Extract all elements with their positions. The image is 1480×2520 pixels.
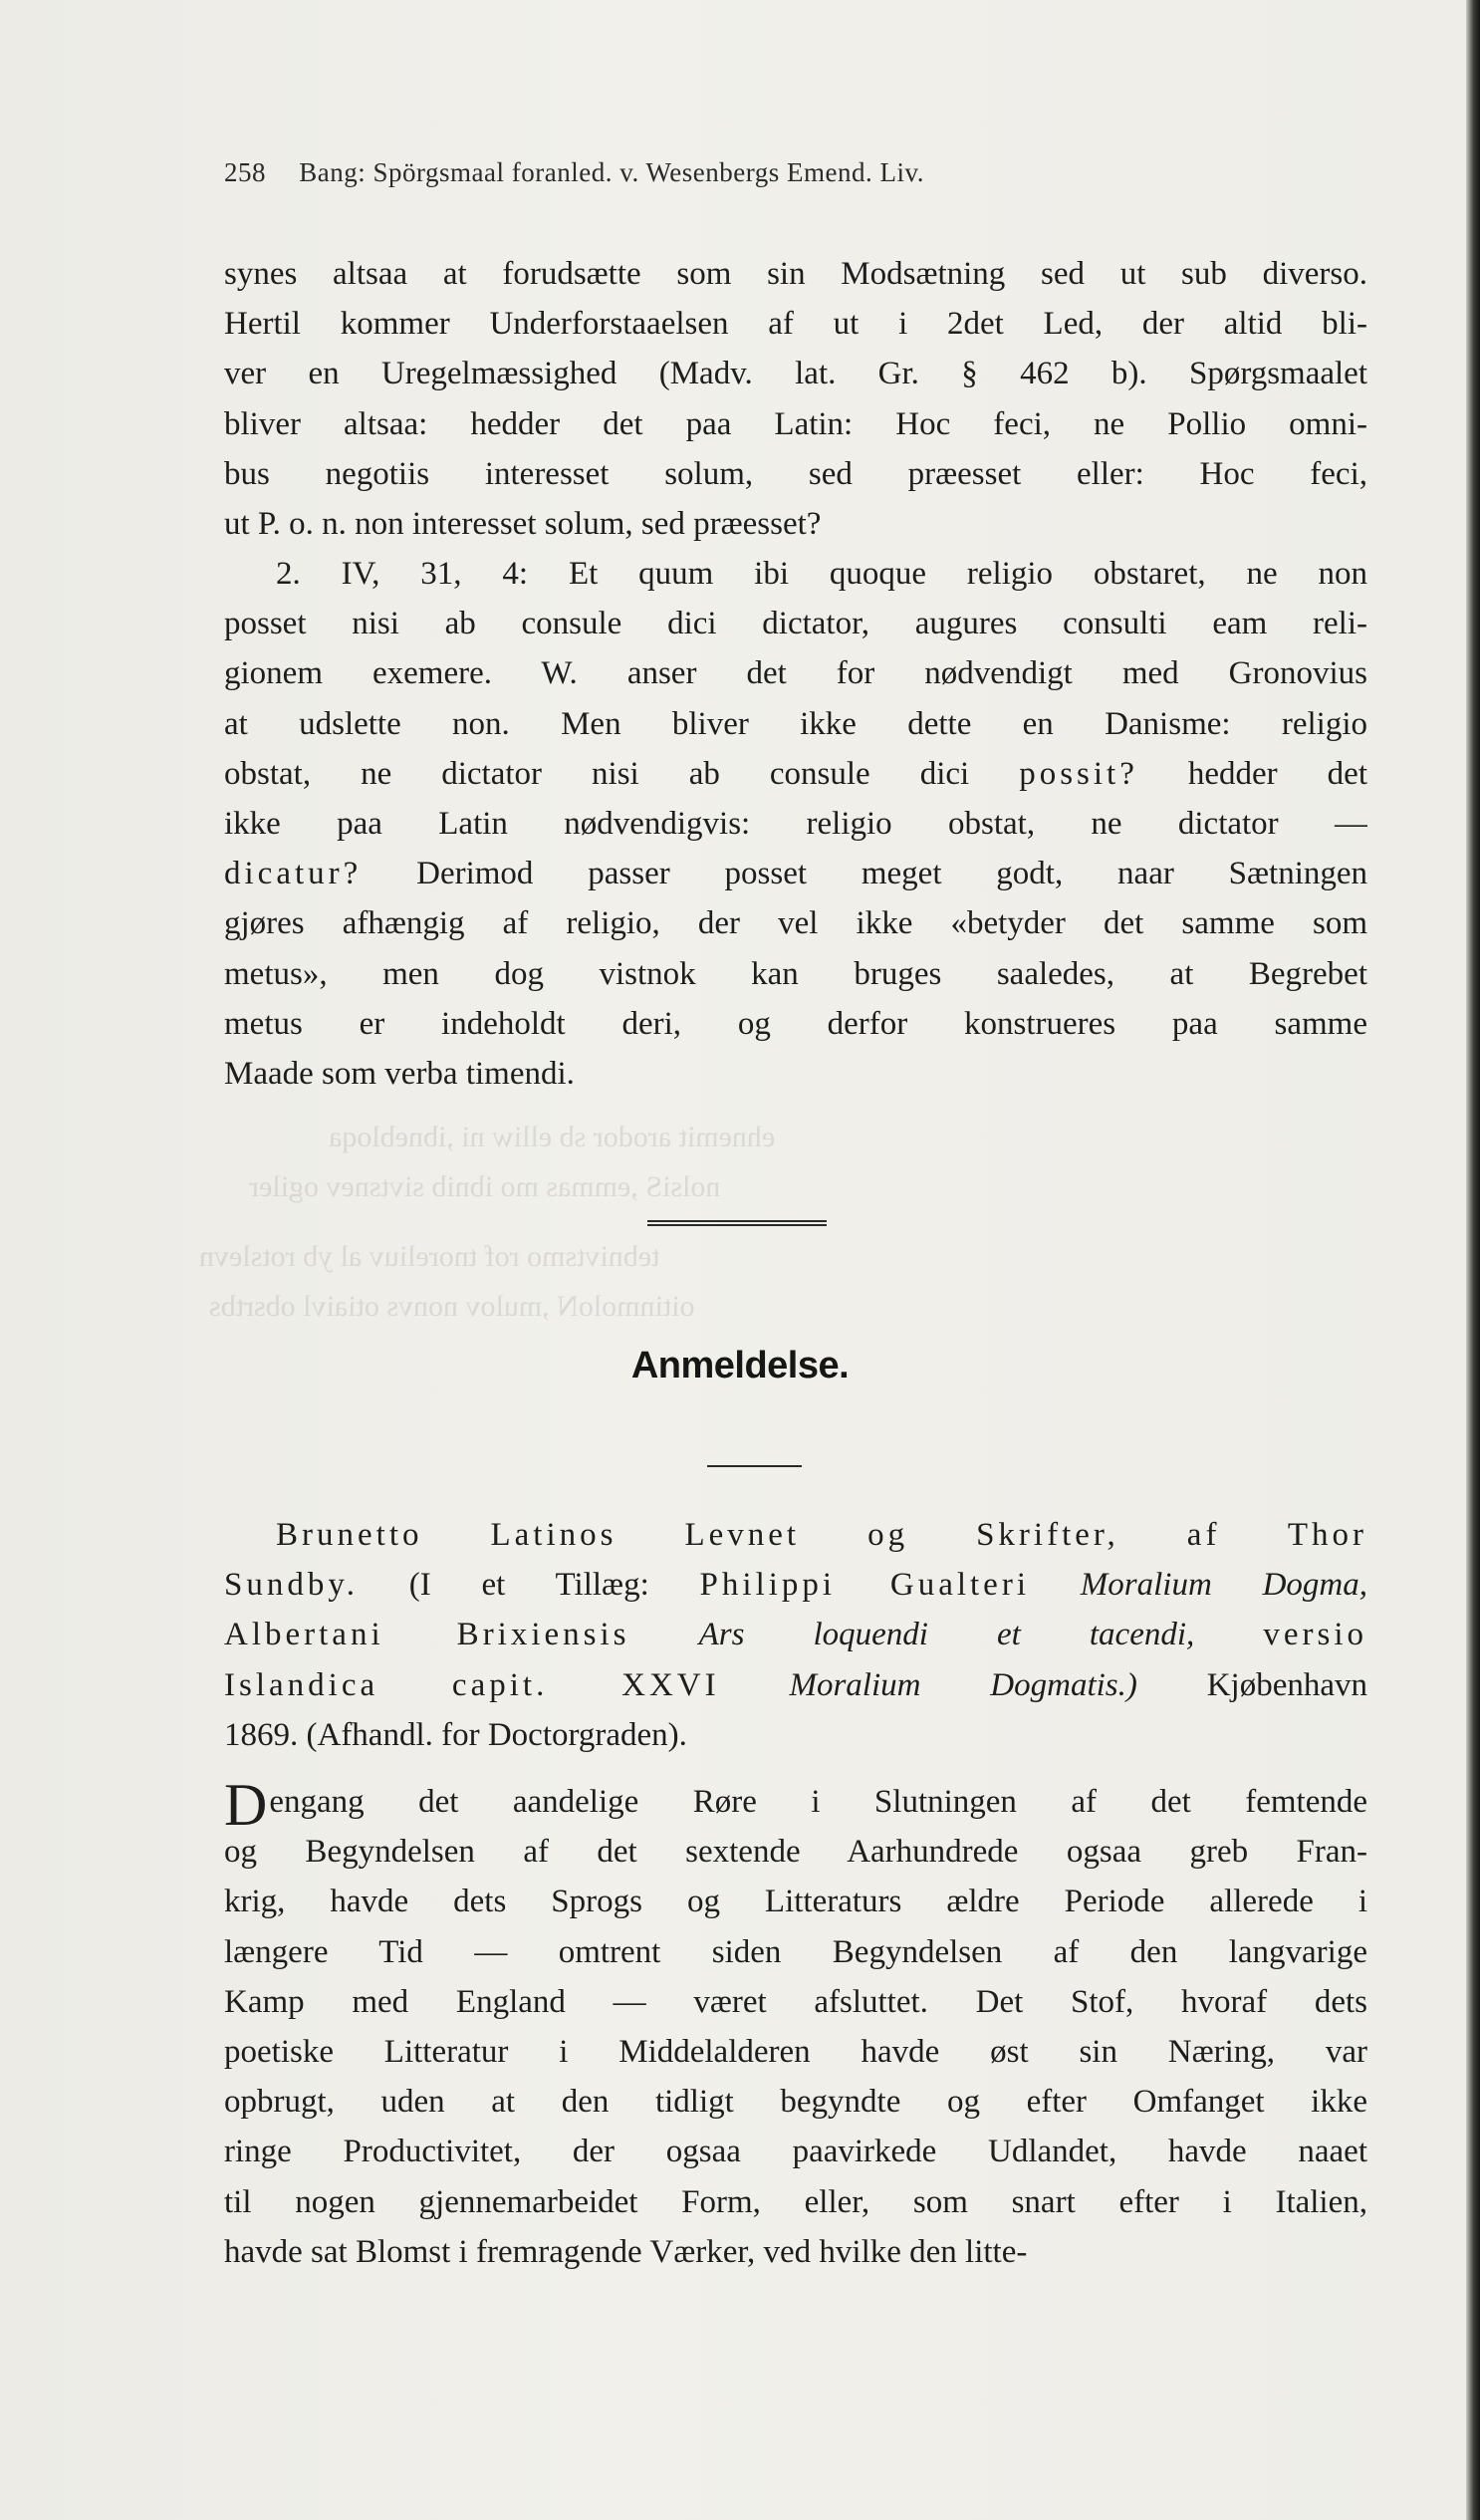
text-line: bliver altsaa: hedder det paa Latin: Hoc feci, ne Pollio omni- bbox=[224, 405, 1367, 442]
citation-fragment: Albertani Brixiensis bbox=[224, 1617, 630, 1653]
review-body bbox=[224, 1777, 1367, 2277]
citation-fragment: Kjøbenhavn bbox=[1206, 1666, 1367, 1703]
text-line: bus negotiis interesset solum, sed præesset eller: Hoc feci, bbox=[224, 455, 1367, 492]
citation-line bbox=[224, 1610, 1367, 1659]
citation-line bbox=[224, 1660, 1367, 1710]
text-line: gionem exemere. W. anser det for nødvendigt med Gronovius bbox=[224, 655, 1367, 692]
text-line: gjøres afhængig af religio, der vel ikke «betyder det samme som bbox=[224, 905, 1367, 942]
text-line bbox=[224, 849, 1367, 898]
text-line: krig, havde dets Sprogs og Litteraturs ældre Periode allerede i bbox=[224, 1884, 1367, 1920]
paragraph-continuation bbox=[224, 249, 1367, 549]
bleed-through-text: ehnemit arodor sb elliw ni ,ibnebloqa bbox=[329, 1121, 776, 1153]
text-line: metus», men dog vistnok kan bruges saaledes, at Begrebet bbox=[224, 955, 1367, 992]
running-title: Bang: Spörgsmaal foranled. v. Wesenbergs Emend. Liv. bbox=[299, 157, 924, 187]
text-fragment: hedder det bbox=[1187, 755, 1367, 792]
bleed-through-text: oitinmoloN ,mulov nonvs otiaivl obsrtbs bbox=[209, 1290, 695, 1323]
text-line: ut P. o. n. non interesset solum, sed præesset? bbox=[224, 506, 822, 543]
citation-line bbox=[224, 1560, 1367, 1610]
text-line: opbrugt, uden at den tidligt begyndte og efter Omfanget ikke bbox=[224, 2084, 1367, 2121]
text-line: længere Tid — omtrent siden Begyndelsen af den langvarige bbox=[224, 1933, 1367, 1970]
citation-fragment: Philippi Gualteri bbox=[699, 1567, 1030, 1604]
text-line: poetiske Litteratur i Middelalderen havde øst sin Næring, var bbox=[224, 2034, 1367, 2071]
citation-fragment: versio bbox=[1263, 1617, 1367, 1653]
citation-line: Brunetto Latinos Levnet og Skrifter, af Thor bbox=[276, 1517, 1367, 1553]
text-line: Hertil kommer Underforstaaelsen af ut i 2det Led, der altid bli- bbox=[224, 306, 1367, 343]
bleed-through-text: tebnivtsmo rof tnoreliuv al yb rotslevn bbox=[199, 1240, 660, 1273]
citation-fragment: Moralium Dogmatis.) bbox=[789, 1666, 1137, 1703]
spaced-word: possit? bbox=[1019, 755, 1138, 792]
text-fragment: engang det aandelige Røre i Slutningen af det femtende bbox=[269, 1784, 1367, 1820]
page-number: 258 bbox=[224, 157, 266, 187]
text-line: posset nisi ab consule dici dictator, augures consulti eam reli- bbox=[224, 606, 1367, 642]
text-line: metus er indeholdt deri, og derfor konstrueres paa samme bbox=[224, 1005, 1367, 1042]
citation-line: 1869. (Afhandl. for Doctorgraden). bbox=[224, 1716, 687, 1753]
bleed-through-text: nolsiS ,emmas mo ibnib sivtsnev ogiler bbox=[249, 1170, 721, 1203]
spaced-word: dicatur? bbox=[224, 856, 363, 892]
paragraph-point-2 bbox=[224, 549, 1367, 1099]
citation-fragment: Islandica capit. XXVI bbox=[224, 1666, 720, 1703]
text-line: synes altsaa at forudsætte som sin Modsætning sed ut sub diverso. bbox=[224, 256, 1367, 292]
citation-fragment: Sundby. bbox=[224, 1567, 359, 1604]
section-title: Anmeldelse. bbox=[630, 1345, 850, 1386]
text-line: 2. IV, 31, 4: Et quum ibi quoque religio obstaret, ne non bbox=[276, 556, 1367, 592]
text-fragment: obstat, ne dictator nisi ab consule dici bbox=[224, 755, 970, 792]
text-line: at udslette non. Men bliver ikke dette en Danisme: religio bbox=[224, 705, 1367, 742]
citation-fragment: Moralium Dogma, bbox=[1080, 1567, 1367, 1604]
text-fragment: Derimod passer posset meget godt, naar Sætningen bbox=[416, 856, 1367, 892]
text-line: ringe Productivitet, der ogsaa paavirkede Udlandet, havde naaet bbox=[224, 2134, 1367, 2170]
book-spine-edge bbox=[1466, 0, 1480, 2520]
title-underline bbox=[707, 1465, 802, 1467]
text-line: Kamp med England — været afsluttet. Det Stof, hvoraf dets bbox=[224, 1983, 1367, 2020]
drop-cap: D bbox=[224, 1777, 268, 1828]
section-divider bbox=[647, 1220, 827, 1226]
text-line: Maade som verba timendi. bbox=[224, 1056, 575, 1093]
text-line: til nogen gjennemarbeidet Form, eller, som snart efter i Italien, bbox=[224, 2183, 1367, 2220]
text-line: ver en Uregelmæssighed (Madv. lat. Gr. § 462 b). Spørgsmaalet bbox=[224, 356, 1367, 392]
citation-fragment: Ars loquendi et tacendi, bbox=[698, 1617, 1195, 1653]
text-line bbox=[224, 749, 1367, 799]
text-line: ikke paa Latin nødvendigvis: religio obstat, ne dictator — bbox=[224, 806, 1367, 843]
review-citation bbox=[224, 1510, 1367, 1760]
text-line bbox=[224, 1777, 1367, 1827]
text-line: og Begyndelsen af det sextende Aarhundrede ogsaa greb Fran- bbox=[224, 1834, 1367, 1871]
citation-fragment: (I et Tillæg: bbox=[408, 1567, 649, 1604]
text-line: havde sat Blomst i fremragende Værker, ved hvilke den litte- bbox=[224, 2233, 1028, 2270]
running-header bbox=[224, 157, 1369, 188]
